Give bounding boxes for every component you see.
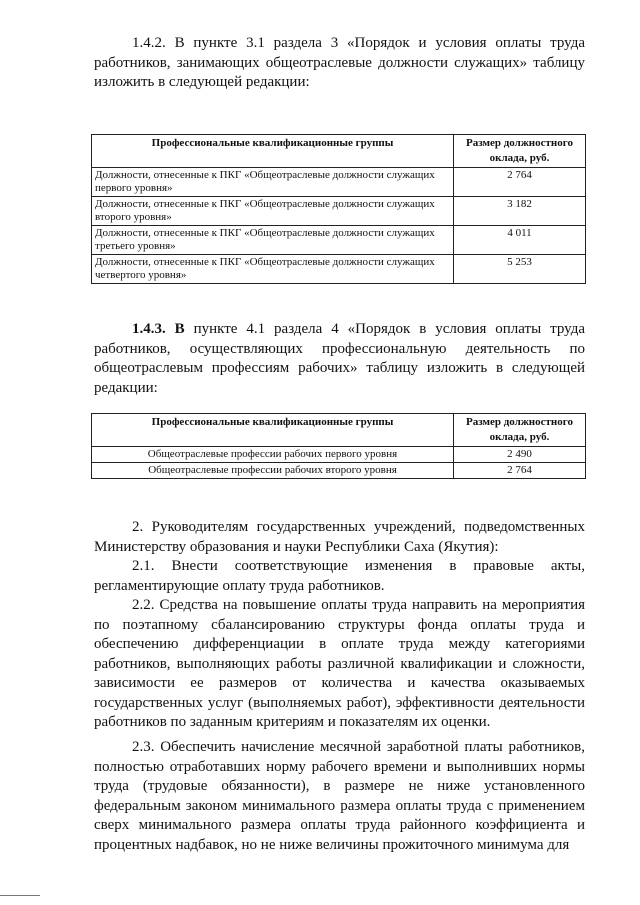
row-salary-cell: 2 490 [454, 447, 586, 463]
header-qualification-groups: Профессиональные квалификационные группы [92, 135, 454, 168]
row-group-cell: Должности, отнесенные к ПКГ «Общеотраслевые должности служащих первого уровня» [92, 168, 454, 197]
paragraph-1-4-3-lead: 1.4.3. В [132, 321, 185, 337]
paragraph-2-1: 2.1. Внести соответствующие изменения в правовые акты, регламентирующие оплату труда работников. [94, 558, 585, 594]
paragraph-2-2: 2.2. Средства на повышение оплаты труда направить на мероприятия по поэтапному сбалансированию структуры фонда оплаты труда и обеспечению дифференциации в оплате труда между категориями работников, выполняющих работы различной квалификации и сложности, зависимости ее размеров от количества и качества оказываемых государственных услуг (выполняемых работ), эффективности деятельности работников по заданным критериям и показателям их оценки. [94, 597, 585, 730]
table-header-row [92, 135, 586, 168]
row-group-cell: Общеотраслевые профессии рабочих первого уровня [92, 447, 454, 463]
paragraph-1-4-2: 1.4.2. В пункте 3.1 раздела 3 «Порядок и условия оплаты труда работников, занимающих общеотраслевые должности служащих» таблицу изложить в следующей редакции: [94, 35, 585, 90]
row-group-cell: Должности, отнесенные к ПКГ «Общеотраслевые должности служащих второго уровня» [92, 197, 454, 226]
row-salary-cell: 3 182 [454, 197, 586, 226]
header-qualification-groups: Профессиональные квалификационные группы [92, 414, 454, 447]
header-salary: Размер должностного оклада, руб. [454, 135, 586, 168]
header-salary: Размер должностного оклада, руб. [454, 414, 586, 447]
row-salary-cell: 4 011 [454, 226, 586, 255]
row-salary-cell: 2 764 [454, 463, 586, 479]
row-group-cell: Должности, отнесенные к ПКГ «Общеотраслевые должности служащих четвертого уровня» [92, 255, 454, 284]
row-salary-cell: 2 764 [454, 168, 586, 197]
table-header-row [92, 414, 586, 447]
row-group-cell: Должности, отнесенные к ПКГ «Общеотраслевые должности служащих третьего уровня» [92, 226, 454, 255]
table-row [92, 168, 586, 197]
paragraph-2: 2. Руководителям государственных учреждений, подведомственных Министерству образования и науки Республики Саха (Якутия): [94, 519, 585, 555]
scan-edge-mark [0, 895, 40, 896]
officials-salary-table [91, 134, 586, 284]
table-row [92, 197, 586, 226]
table-row [92, 463, 586, 479]
row-group-cell: Общеотраслевые профессии рабочих второго уровня [92, 463, 454, 479]
paragraph-2-3: 2.3. Обеспечить начисление месячной заработной платы работников, полностью отработавших норму рабочего времени и выполнивших нормы труда (трудовые обязанности), в размере не ниже установленного федеральным законом минимального размера оплаты труда с применением сверх минимального размера оплаты труда районного коэффициента и процентных надбавок, но не ниже величины прожиточного минимума для [94, 739, 585, 853]
table-row [92, 447, 586, 463]
table-row [92, 255, 586, 284]
table-row [92, 226, 586, 255]
workers-salary-table [91, 413, 586, 479]
paragraph-1-4-3 [94, 320, 585, 398]
row-salary-cell: 5 253 [454, 255, 586, 284]
paragraph-1-4-3-text: пункте 4.1 раздела 4 «Порядок в условия оплаты труда работников, осуществляющих профессиональную деятельность по общеотраслевым профессиям рабочих» таблицу изложить в следующей редакции: [94, 321, 585, 396]
